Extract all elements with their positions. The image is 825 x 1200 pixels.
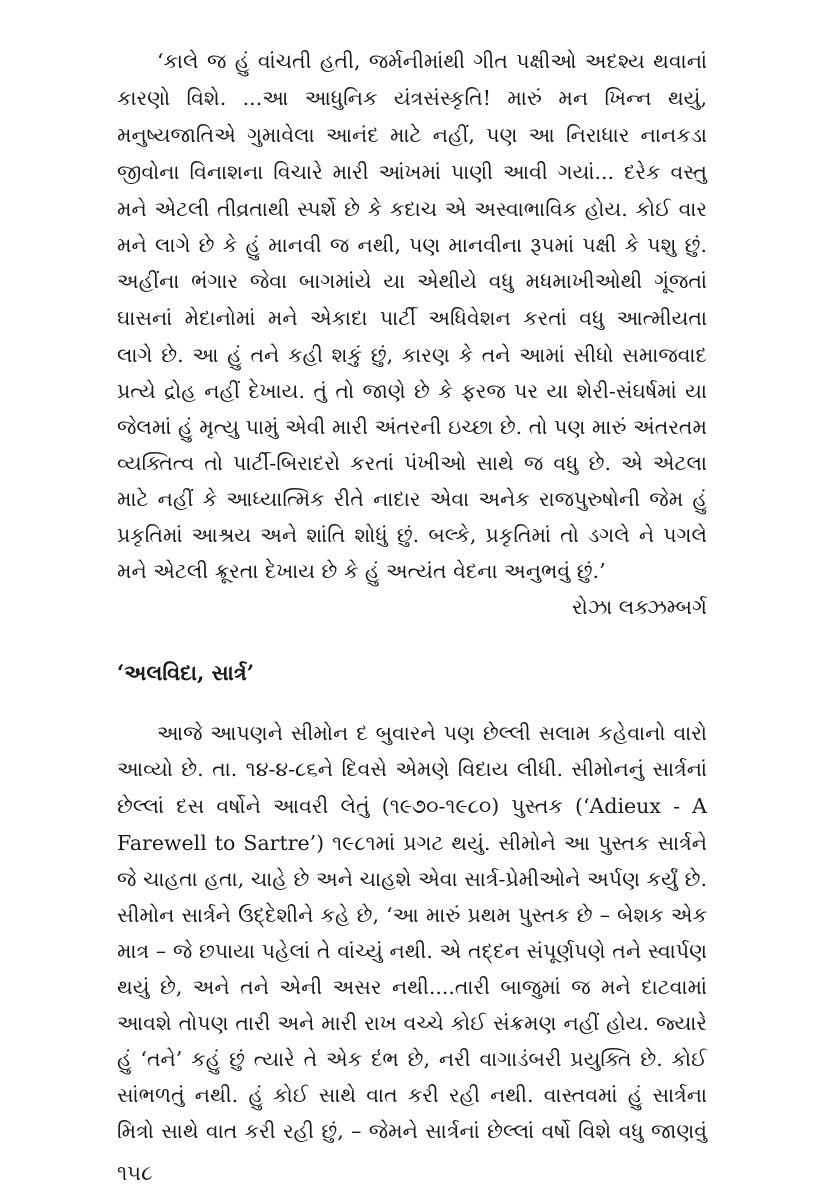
section-heading: ‘અલવિદા, સાર્ત્ર’ [117,660,255,685]
body-line: Farewell to Sartre’) ૧૯૮૧માં પ્રગટ થયું. સીમોને આ પુસ્તક સાર્ત્રને [117,831,707,855]
quote-line: મનુષ્યજાતિએ ગુમાવેલા આનંદ માટે નહીં, પણ આ નિરાધાર નાનકડા [117,123,707,147]
body-line: માત્ર – જે છપાયા પહેલાં તે વાંચ્યું નથી. એ તદ્દન સંપૂર્ણપણે તને સ્વાર્પણ [117,939,707,963]
body-line: થયું છે, અને તને એની અસર નથી....તારી બાજુમાં જ મને દાટવામાં [117,975,707,999]
quote-line: જેલમાં હું મૃત્યુ પામું એવી મારી અંતરની ઇચ્છા છે. તો પણ મારું અંતરતમ [117,415,707,439]
quote-line: પ્રકૃતિમાં આશ્રય અને શાંતિ શોધું છું. બલ્કે, પ્રકૃતિમાં તો ડગલે ને પગલે [117,523,707,547]
body-line: સાંભળતું નથી. હું કોઈ સાથે વાત કરી રહી નથી. વાસ્તવમાં હું સાર્ત્રના [117,1083,707,1107]
quote-line: લાગે છે. આ હું તને કહી શકું છું, કારણ કે તને આમાં સીધો સમાજવાદ [117,343,707,367]
quote-line: મને લાગે છે કે હું માનવી જ નથી, પણ માનવીના રૂપમાં પક્ષી કે પશુ છું. [117,233,707,257]
body-line: છેલ્લાં દસ વર્ષોને આવરી લેતું (૧૯૭૦-૧૯૮૦) પુસ્તક (‘Adieux - A [117,794,707,818]
body-line: આવ્યો છે. તા. ૧૪-૪-૮૬ને દિવસે એમણે વિદાય લીધી. સીમોનનું સાર્ત્રનાં [117,757,707,781]
body-line: જે ચાહતા હતા, ચાહે છે અને ચાહશે એવા સાર્ત્ર-પ્રેમીઓને અર્પણ કર્યું છે. [117,867,707,891]
body-line: હું ‘તને’ કહું છું ત્યારે તે એક દંભ છે, નરી વાગાડંબરી પ્રયુક્તિ છે. કોઈ [117,1047,707,1071]
quote-line: અહીંના ભંગાર જેવા બાગમાંયે યા એથીયે વધુ મધમાખીઓથી ગૂંજતાં [117,269,707,293]
page-number: ૧૫૮ [117,1161,153,1185]
quote-line: મને એટલી ક્રૂરતા દેખાય છે કે હું અત્યંત વેદના અનુભવું છું.’ [117,559,606,583]
body-line: આવશે તોપણ તારી અને મારી રાખ વચ્ચે કોઈ સંક્રમણ નહીં હોય. જ્યારે [117,1011,707,1035]
body-line: સીમોન સાર્ત્રને ઉદ્દેશીને કહે છે, ‘આ મારું પ્રથમ પુસ્તક છે – બેશક એક [117,903,707,927]
body-line: મિત્રો સાથે વાત કરી રહી છું, – જેમને સાર્ત્રનાં છેલ્લાં વર્ષો વિશે વધુ જાણવું [117,1119,707,1143]
quote-line: જીવોના વિનાશના વિચારે મારી આંખમાં પાણી આવી ગયાં... દરેક વસ્તુ [117,160,707,184]
quote-attribution: રોઝા લક્ઝમ્બર્ગ [571,595,707,619]
quote-line: ‘કાલે જ હું વાંચતી હતી, જર્મનીમાંથી ગીત પક્ષીઓ અદશ્ય થવાનાં [157,49,707,73]
quote-line: મને એટલી તીવ્રતાથી સ્પર્શે છે કે કદાચ એ અસ્વાભાવિક હોય. કોઈ વાર [117,197,707,221]
quote-line: માટે નહીં કે આધ્યાત્મિક રીતે નાદાર એવા અનેક રાજપુરુષોની જેમ હું [117,487,707,511]
quote-line: પ્રત્યે દ્રોહ નહીં દેખાય. તું તો જાણે છે કે ફરજ પર યા શેરી-સંઘર્ષમાં યા [117,379,707,403]
quote-line: કારણો વિશે. ...આ આધુનિક યંત્રસંસ્કૃતિ! મારું મન ખિન્ન થયું, [117,86,707,110]
body-line: આજે આપણને સીમોન દ બુવારને પણ છેલ્લી સલામ કહેવાનો વારો [157,721,707,745]
quote-line: ઘાસનાં મેદાનોમાં મને એકાદા પાર્ટી અધિવેશન કરતાં વધુ આત્મીયતા [117,306,707,330]
quote-line: વ્યક્તિત્વ તો પાર્ટી-બિરાદરો કરતાં પંખીઓ સાથે જ વધુ છે. એ એટલા [117,451,707,475]
